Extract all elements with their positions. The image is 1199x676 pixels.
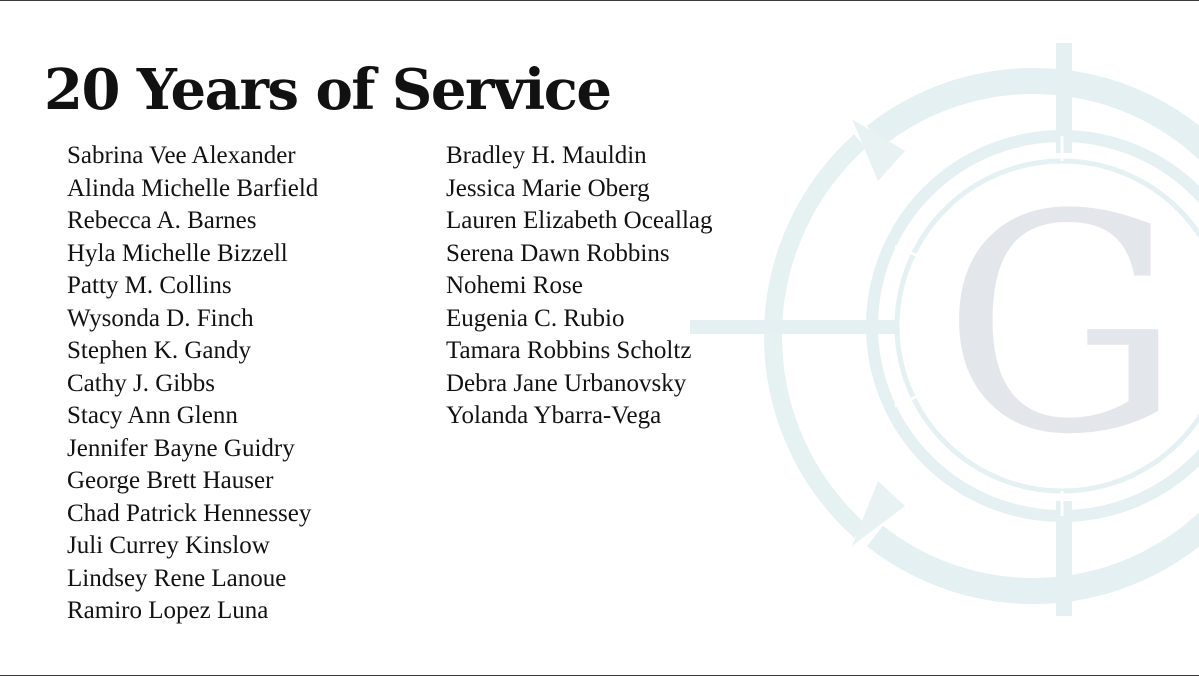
honoree-name: Sabrina Vee Alexander [67,142,296,169]
honoree-name: Ramiro Lopez Luna [67,597,269,624]
watermark-letter: G [942,151,1182,500]
honoree-name: Nohemi Rose [446,272,583,299]
honoree-name: Bradley H. Mauldin [446,142,647,169]
honoree-name: Rebecca A. Barnes [67,207,257,234]
honoree-name: Jennifer Bayne Guidry [67,434,295,462]
names-list-right [446,140,713,433]
page-title: 20 Years of Service [44,57,611,123]
names-list-left [67,140,318,628]
honoree-name: George Brett Hauser [67,467,274,494]
honoree-name: Juli Currey Kinslow [67,532,270,559]
honoree-name: Chad Patrick Hennessey [67,499,312,527]
honoree-name: Alinda Michelle Barfield [67,174,319,202]
honoree-name: Wysonda D. Finch [67,304,254,332]
honoree-name: Lauren Elizabeth Oceallag [446,207,713,234]
honoree-name: Hyla Michelle Bizzell [67,239,288,267]
honoree-name: Eugenia C. Rubio [446,304,625,332]
honoree-name: Serena Dawn Robbins [446,239,670,267]
honoree-name: Lindsey Rene Lanoue [67,564,287,592]
honoree-name: Stephen K. Gandy [67,337,251,364]
honoree-name: Yolanda Ybarra-Vega [446,402,662,429]
honoree-name: Cathy J. Gibbs [67,369,215,397]
honoree-name: Jessica Marie Oberg [446,174,650,202]
honoree-name: Patty M. Collins [67,272,232,299]
honoree-name: Stacy Ann Glenn [67,402,238,429]
honoree-name: Debra Jane Urbanovsky [446,369,687,397]
compass-logo-icon [640,31,1199,631]
honoree-name: Tamara Robbins Scholtz [446,337,692,364]
